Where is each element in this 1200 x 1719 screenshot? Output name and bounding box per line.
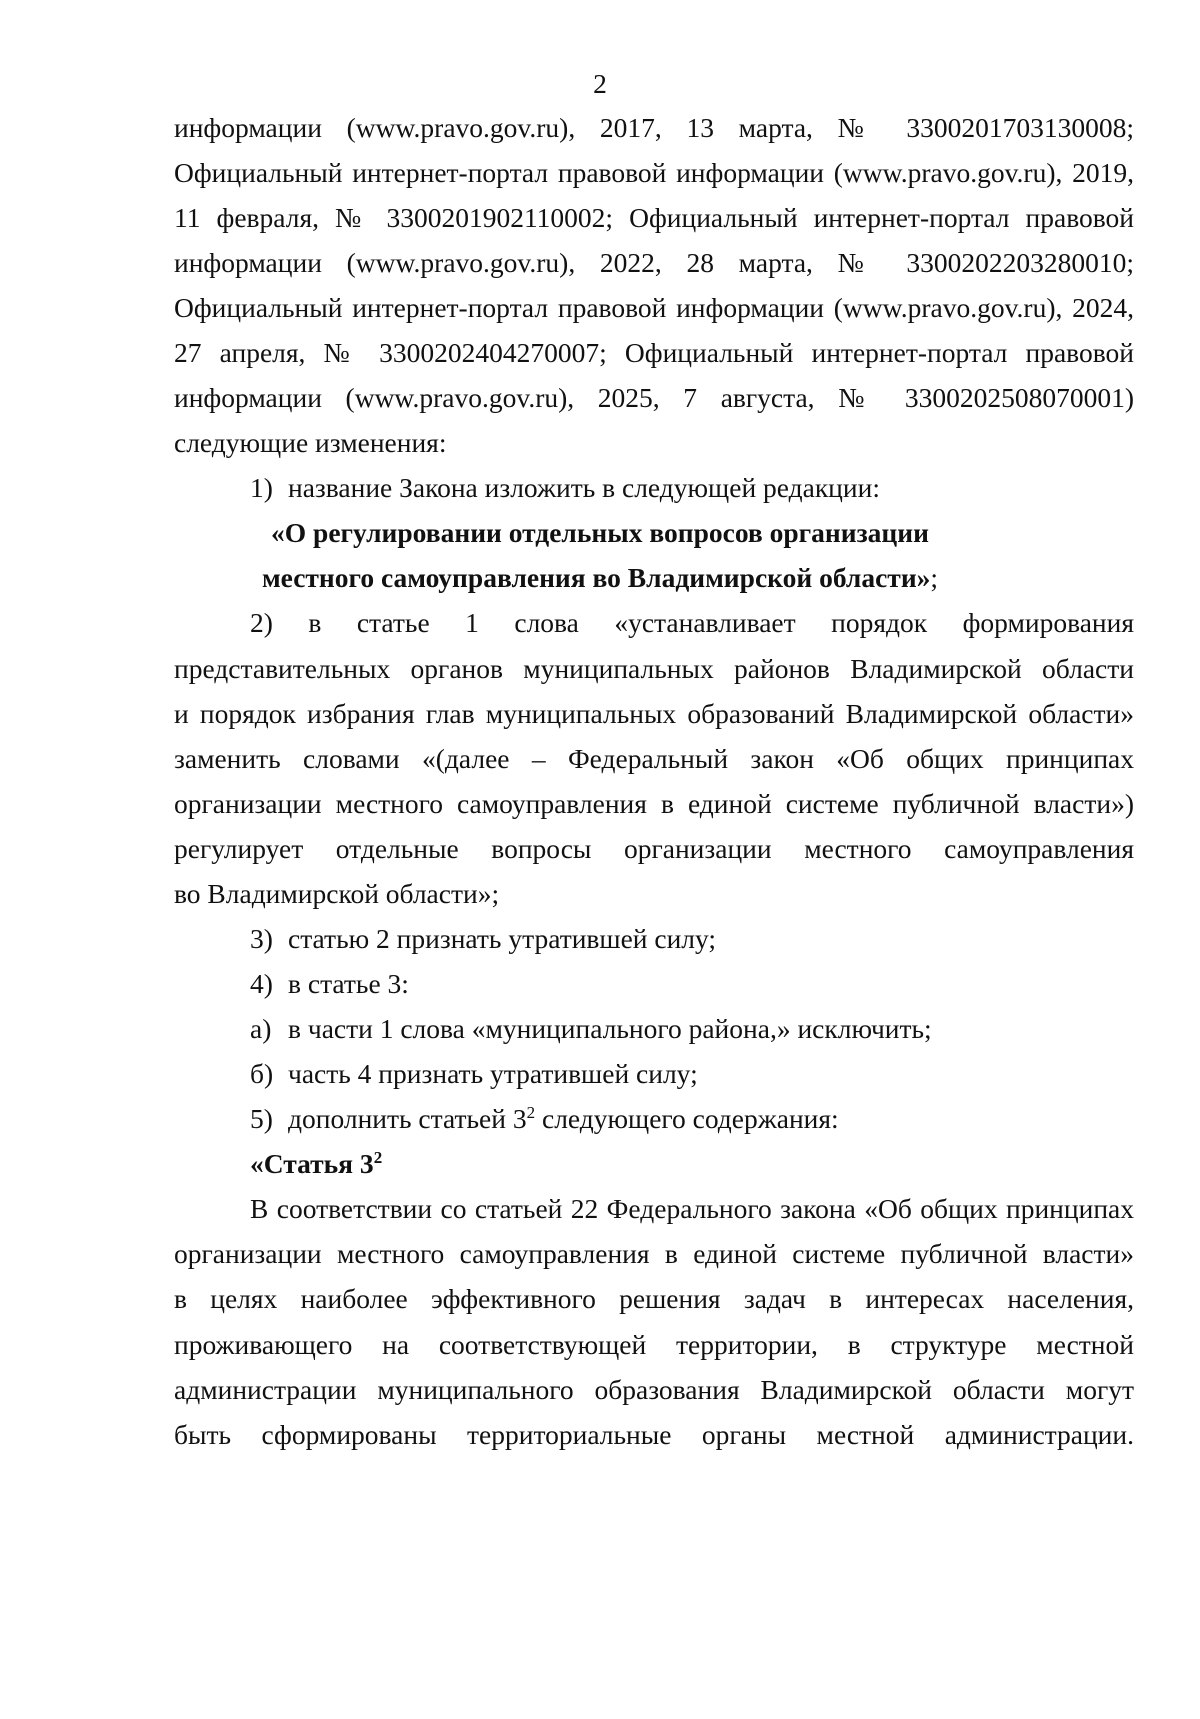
text-line: быть сформированы территориальные органы местной администрации.	[174, 1419, 1134, 1450]
text-line: организации местного самоуправления в единой системе публичной власти»	[174, 1238, 1134, 1269]
superscript: 2	[526, 1102, 536, 1122]
list-marker: 4)	[250, 968, 273, 999]
list-marker: а)	[250, 1013, 272, 1044]
superscript: 2	[373, 1147, 383, 1167]
text-line: организации местного самоуправления в единой системе публичной власти»)	[174, 788, 1134, 819]
list-marker: 1)	[250, 472, 273, 503]
text-line: проживающего на соответствующей территории, в структуре местной	[174, 1329, 1134, 1360]
text-line: информации (www.pravo.gov.ru), 2025, 7 августа, № 3300202508070001)	[174, 382, 1134, 413]
article-heading	[250, 1139, 1134, 1189]
new-title-text: местного самоуправления во Владимирской области»	[261, 562, 931, 593]
article-heading-text: «Статья 3	[250, 1148, 374, 1179]
list-item-4a	[250, 1004, 1134, 1054]
list-item-text: следующего содержания:	[535, 1103, 839, 1134]
text-line: и порядок избрания глав муниципальных образований Владимирской области»	[174, 698, 1134, 729]
page-number: 2	[593, 68, 607, 99]
text-line: во Владимирской области»;	[174, 878, 500, 909]
list-item-4	[250, 959, 1134, 1009]
new-title-line-1: «О регулировании отдельных вопросов организации	[271, 517, 929, 548]
text-line: администрации муниципального образования Владимирской области могут	[174, 1374, 1134, 1405]
text-line: 2) в статье 1 слова «устанавливает порядок формирования	[250, 607, 1134, 638]
list-item-3	[250, 914, 1134, 964]
list-marker: б)	[250, 1058, 274, 1089]
text-line: заменить словами «(далее – Федеральный закон «Об общих принципах	[174, 743, 1134, 774]
text-line: 11 февраля, № 3300201902110002; Официальный интернет-портал правовой	[174, 202, 1134, 233]
text-line: в целях наиболее эффективного решения задач в интересах населения,	[174, 1283, 1134, 1314]
text-line: информации (www.pravo.gov.ru), 2017, 13 марта, № 3300201703130008;	[174, 112, 1134, 143]
list-item-text: в статье 3:	[288, 968, 409, 999]
list-item-5	[250, 1094, 1134, 1144]
text-line: 27 апреля, № 3300202404270007; Официальный интернет-портал правовой	[174, 337, 1134, 368]
list-item-1	[250, 463, 1134, 513]
list-item-text: дополнить статьей 3	[288, 1103, 527, 1134]
list-item-text: название Закона изложить в следующей редакции:	[288, 472, 880, 503]
text-line: информации (www.pravo.gov.ru), 2022, 28 марта, № 3300202203280010;	[174, 247, 1134, 278]
list-marker: 5)	[250, 1103, 273, 1134]
list-item-text: в части 1 слова «муниципального района,» исключить;	[288, 1013, 932, 1044]
text-line: следующие изменения:	[174, 427, 447, 458]
text-line: регулирует отдельные вопросы организации местного самоуправления	[174, 833, 1134, 864]
new-title-line-2	[0, 553, 1200, 603]
text-line: представительных органов муниципальных районов Владимирской области	[174, 653, 1134, 684]
list-item-4b	[250, 1049, 1134, 1099]
list-marker: 3)	[250, 923, 273, 954]
list-item-text: статью 2 признать утратившей силу;	[288, 923, 717, 954]
text-line: В соответствии со статьей 22 Федерального закона «Об общих принципах	[250, 1193, 1134, 1224]
new-title-semicolon: ;	[930, 562, 939, 593]
text-line: Официальный интернет-портал правовой информации (www.pravo.gov.ru), 2019,	[174, 157, 1134, 188]
list-item-text: часть 4 признать утратившей силу;	[288, 1058, 698, 1089]
text-line: Официальный интернет-портал правовой информации (www.pravo.gov.ru), 2024,	[174, 292, 1134, 323]
